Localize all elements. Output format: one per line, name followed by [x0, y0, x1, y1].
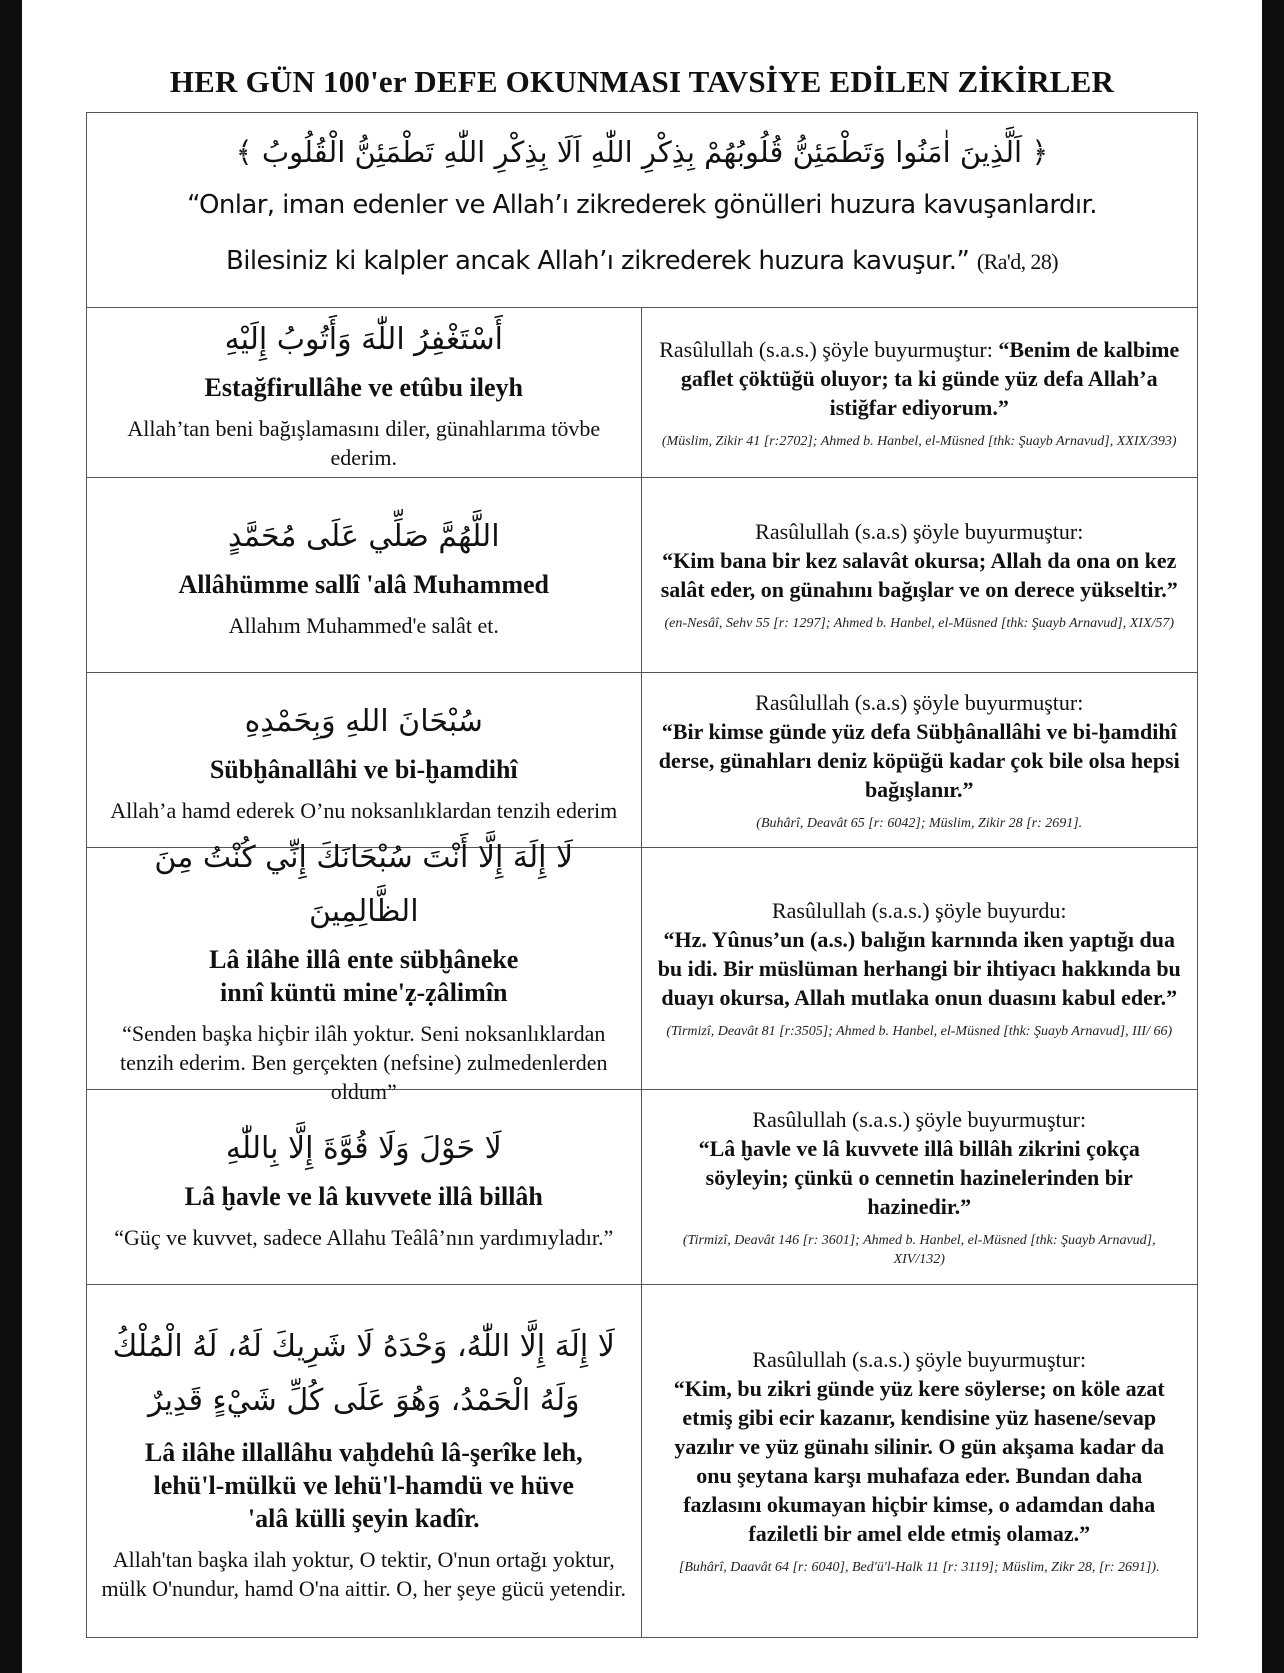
verse-translation-line-1: “Onlar, iman edenler ve Allah’ı zikrederek gönülleri huzura kavuşanlardır. [187, 190, 1097, 220]
zikir-meaning: Allah'tan başka ilah yoktur, O tektir, O'nun ortağı yoktur, mülk O'nundur, hamd O'na aittir. O, her şeye gücü yetendir. [101, 1546, 627, 1601]
verse-reference: (Ra'd, 28) [976, 249, 1058, 274]
hadith-cell [642, 1285, 1198, 1637]
zikir-meaning: Allahım Muhammed'e salât et. [228, 613, 499, 638]
zikir-transliteration-line-1: Lâ ilâhe illâ ente sübḫâneke [209, 945, 519, 974]
hadith-source: [Buhârî, Daavât 64 [r: 6040], Bed'ü'l-Halk 11 [r: 3119]; Müslim, Zikr 28, [r: 2691]). [678, 1560, 1160, 1575]
hadith-intro [656, 335, 1184, 422]
hadith-cell [642, 308, 1198, 477]
hadith-source: (Buhârî, Deavât 65 [r: 6042]; Müslim, Zikir 28 [r: 2691]. [756, 815, 1083, 831]
document-page [22, 0, 1262, 1673]
zikir-cell [87, 478, 642, 672]
hadith-source: (Tirmizî, Deavât 146 [r: 3601]; Ahmed b. Hanbel, el-Müsned [thk: Şuayb Arnavud], XIV/132) [682, 1233, 1156, 1267]
left-dark-border [0, 0, 22, 1673]
zikir-transliteration: Sübḫânallâhi ve bi-ḫamdihî [209, 755, 518, 784]
hadith-cell [642, 1090, 1198, 1284]
zikir-cell [87, 673, 642, 847]
zikir-transliteration-line-3: 'alâ külli şeyin kadîr. [247, 1503, 480, 1533]
zikir-arabic: لَا حَوْلَ وَلَا قُوَّةَ إِلَّا بِاللّٰهِ [225, 1131, 502, 1166]
verse-header [87, 113, 1197, 308]
table-row [87, 673, 1197, 848]
zikir-arabic-line-2: وَلَهُ الْحَمْدُ، وَهُوَ عَلَى كُلِّ شَيْءٍ قَدِيرٌ [148, 1382, 580, 1418]
zikir-transliteration: Lâ ḫavle ve lâ kuvvete illâ billâh [184, 1182, 543, 1211]
hadith-cell [642, 478, 1198, 672]
zikir-arabic: سُبْحَانَ اللهِ وَبِحَمْدِهِ [244, 704, 483, 739]
hadith-cell [642, 848, 1198, 1089]
zikir-arabic-line-1: لَا إِلَهَ إِلَّا اللّٰهُ، وَحْدَهُ لَا شَرِيكَ لَهُ، لَهُ الْمُلْكُ [112, 1328, 615, 1364]
zikir-transliteration: Allâhümme sallî 'alâ Muhammed [178, 570, 549, 599]
hadith-intro-text: Rasûlullah (s.a.s) şöyle buyurmuştur: [755, 689, 1084, 715]
zikir-table [86, 112, 1198, 1638]
hadith-text: “Kim bana bir kez salavât okursa; Allah da ona on kez salât eder, on günahını bağışlar ve on derece yükseltir.” [660, 548, 1178, 602]
zikir-cell [87, 1090, 642, 1284]
hadith-text: “Lâ ḫavle ve lâ kuvvete illâ billâh zikrini çokça söyleyin; çünkü o cennetin hazinelerinden bir hazinedir.” [698, 1136, 1140, 1219]
zikir-cell [87, 840, 642, 1104]
page-title: HER GÜN 100'er DEFE OKUNMASI TAVSİYE EDİLEN ZİKİRLER [169, 64, 1115, 99]
table-row [87, 478, 1197, 673]
zikir-arabic: لَا إِلَهَ إِلَّا أَنْتَ سُبْحَانَكَ إِنِّي كُنْتُ مِنَ الظَّالِمِينَ [154, 840, 574, 929]
zikir-transliteration-line-2: lehü'l-mülkü ve lehü'l-hamdü ve hüve [153, 1470, 574, 1500]
table-row [87, 1285, 1197, 1637]
right-dark-border [1262, 0, 1284, 1673]
verse-translation-text: Bilesiniz ki kalpler ancak Allah’ı zikrederek huzura kavuşur.” [226, 246, 970, 276]
zikir-meaning: Allah’tan beni bağışlamasını diler, günahlarıma tövbe ederim. [127, 416, 601, 470]
table-row [87, 308, 1197, 478]
verse-translation-line-2 [87, 233, 1197, 290]
zikir-transliteration: Estağfirullâhe ve etûbu ileyh [204, 373, 523, 402]
hadith-intro-text: Rasûlullah (s.a.s.) şöyle buyurdu: [771, 898, 1067, 923]
zikir-arabic: اللَّهُمَّ صَلِّي عَلَى مُحَمَّدٍ [227, 519, 500, 554]
zikir-cell [87, 308, 642, 477]
hadith-intro-text: Rasûlullah (s.a.s.) şöyle buyurmuştur: [659, 336, 993, 362]
hadith-text: “Benim de kalbime gaflet çöktüğü oluyor; ta ki günde yüz defa Allah’a istiğfar ediyorum.” [680, 336, 1180, 420]
hadith-cell [642, 673, 1198, 847]
hadith-intro-text: Rasûlullah (s.a.s.) şöyle buyurmuştur: [752, 1107, 1087, 1132]
zikir-transliteration-line-1: Lâ ilâhe illallâhu vaḫdehû lâ-şerîke leh, [144, 1437, 583, 1467]
hadith-source: (en-Nesâî, Sehv 55 [r: 1297]; Ahmed b. Hanbel, el-Müsned [thk: Şuayb Arnavud], XIX/57) [664, 616, 1175, 631]
hadith-text: “Hz. Yûnus’un (a.s.) balığın karnında iken yaptığı dua bu idi. Bir müslüman herhangi bir ihtiyacı hakkında bu duayı okursa, Allah mutlaka onun duasını kabul eder.” [657, 927, 1181, 1010]
table-row [87, 1090, 1197, 1285]
table-row [87, 840, 1197, 1104]
hadith-text: “Bir kimse günde yüz defa Sübḫânallâhi ve bi-ḫamdihî derse, günahları deniz köpüğü kadar çok bile olsa hepsi bağışlanır.” [658, 718, 1180, 802]
hadith-source: (Müslim, Zikir 41 [r:2702]; Ahmed b. Hanbel, el-Müsned [thk: Şuayb Arnavud], XXIX/393) [661, 433, 1177, 449]
hadith-text: “Kim, bu zikri günde yüz kere söylerse; on köle azat etmiş gibi ecir kazanır, kendisine yüz hasene/sevap yazılır ve yüz günahı silinir. O gün akşama kadar da onu şeytana karşı muhafaza eder. Bundan daha fazlasını okumayan hiçbir kimse, o adamdan daha faziletli bir amel elde etmiş olamaz.” [673, 1376, 1165, 1546]
zikir-transliteration-line-2: innî küntü mine'ẓ-ẓâlimîn [220, 978, 508, 1007]
zikir-meaning: “Güç ve kuvvet, sadece Allahu Teâlâ’nın yardımıyladır.” [114, 1225, 614, 1250]
hadith-intro-text: Rasûlullah (s.a.s) şöyle buyurmuştur: [755, 519, 1084, 544]
zikir-meaning: Allah’a hamd ederek O’nu noksanlıklardan tenzih ederim [110, 798, 618, 823]
hadith-intro-text: Rasûlullah (s.a.s.) şöyle buyurmuştur: [752, 1347, 1087, 1372]
verse-arabic: ﴿ اَلَّذِينَ اٰمَنُوا وَتَطْمَئِنُّ قُلُوبُهُمْ بِذِكْرِ اللّٰهِ اَلَا بِذِكْرِ اللّٰهِ تَطْمَئِنُّ الْقُلُوبُ ﴾ [235, 135, 1049, 169]
zikir-cell [87, 1285, 642, 1637]
zikir-meaning: “Senden başka hiçbir ilâh yoktur. Seni noksanlıklardan tenzih ederim. Ben gerçekten (nefsine) zulmedenlerden oldum” [120, 1021, 608, 1104]
zikir-arabic: أَسْتَغْفِرُ اللّٰهَ وَأَتُوبُ إِلَيْهِ [224, 322, 503, 357]
hadith-source: (Tirmizî, Deavât 81 [r:3505]; Ahmed b. Hanbel, el-Müsned [thk: Şuayb Arnavud], III/ 66) [666, 1024, 1173, 1039]
